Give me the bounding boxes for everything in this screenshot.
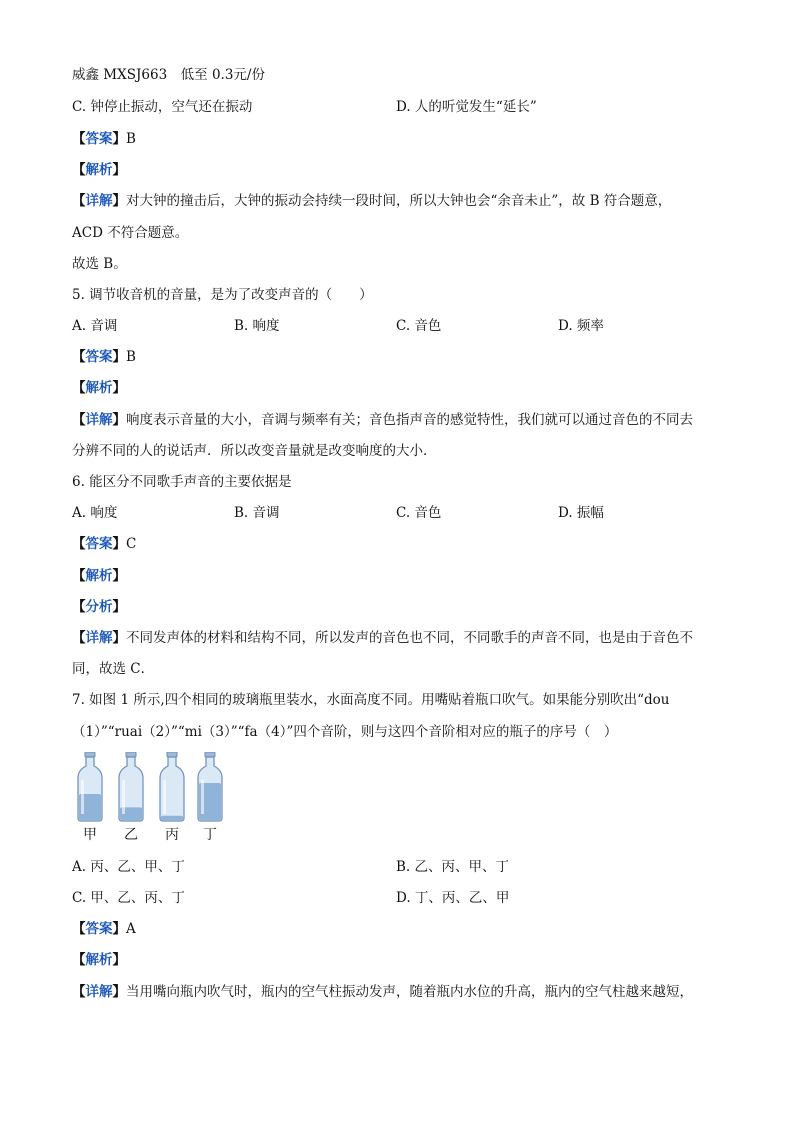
bottle-label-jia: 甲 <box>83 827 97 843</box>
bottle-3 <box>158 752 186 822</box>
bottle-label-bing: 丙 <box>165 827 179 843</box>
q5-option-b: B. 响度 <box>234 318 280 334</box>
q6-detail: 【详解】不同发声体的材料和结构不同，所以发声的音色也不同，不同歌手的声音不同，也是由于音色不 <box>72 630 693 646</box>
analysis-label: 解析 <box>85 162 113 178</box>
q4-detail-cont: ACD 不符合题意。 <box>72 225 189 241</box>
bottle-figure <box>72 752 232 842</box>
bottle-label-ding: 丁 <box>203 827 217 843</box>
q5-option-a: A. 音调 <box>72 318 118 334</box>
q6-analysis: 【解析】 <box>72 568 126 584</box>
q4-answer: 【答案】B <box>72 131 136 147</box>
detail-label: 详解 <box>85 193 113 209</box>
analysis-label: 解析 <box>85 380 113 396</box>
q5-option-d: D. 频率 <box>558 318 604 334</box>
answer-value: A <box>126 921 136 937</box>
answer-label: 答案 <box>85 131 113 147</box>
q6-option-a: A. 响度 <box>72 505 118 521</box>
detail-label: 详解 <box>85 630 113 646</box>
bottle-4 <box>196 752 224 822</box>
detail-text: 响度表示音量的大小，音调与频率有关；音色指声音的感觉特性，我们就可以通过音色的不同去 <box>126 412 693 428</box>
answer-label: 答案 <box>85 536 113 552</box>
q4-analysis: 【解析】 <box>72 162 126 178</box>
detail-text: 对大钟的撞击后，大钟的振动会持续一段时间，所以大钟也会“余音未止”，故 B 符合题意， <box>126 193 672 209</box>
header-text: 威鑫 MXSJ663 低至 0.3元/份 <box>72 67 265 83</box>
q6-option-b: B. 音调 <box>234 505 280 521</box>
fenxi-label: 分析 <box>85 599 113 615</box>
answer-label: 答案 <box>85 349 113 365</box>
q4-option-d: D. 人的听觉发生“延长” <box>396 99 537 115</box>
q7-option-c: C. 甲、乙、丙、丁 <box>72 890 185 906</box>
answer-value: B <box>126 349 136 365</box>
analysis-label: 解析 <box>85 568 113 584</box>
detail-text: 不同发声体的材料和结构不同，所以发声的音色也不同，不同歌手的声音不同，也是由于音色不 <box>126 630 693 646</box>
q7-option-a: A. 丙、乙、甲、丁 <box>72 859 185 875</box>
bottle-2 <box>117 752 145 822</box>
analysis-label: 解析 <box>85 952 113 968</box>
q7-option-b: B. 乙、丙、甲、丁 <box>396 859 510 875</box>
q6-detail-cont: 同，故选 C． <box>72 661 155 677</box>
bottle-label-yi: 乙 <box>124 827 138 843</box>
q7-stem: 7. 如图 1 所示,四个相同的玻璃瓶里装水，水面高度不同。用嘴贴着瓶口吹气。如果能分别吹出“dou <box>72 692 670 708</box>
q7-stem-cont: （1）”“ruai（2）”“mi（3）”“fa（4）”四个音阶，则与这四个音阶相对应的瓶子的序号（ ） <box>72 724 618 740</box>
q5-detail-cont: 分辨不同的人的说话声．所以改变音量就是改变响度的大小． <box>72 443 437 459</box>
bottle-1 <box>76 752 104 822</box>
q4-option-c: C. 钟停止振动，空气还在振动 <box>72 99 253 115</box>
answer-value: B <box>126 131 136 147</box>
q5-option-c: C. 音色 <box>396 318 442 334</box>
detail-label: 详解 <box>85 984 113 1000</box>
q6-option-c: C. 音色 <box>396 505 442 521</box>
detail-label: 详解 <box>85 412 113 428</box>
q7-analysis: 【解析】 <box>72 952 126 968</box>
answer-label: 答案 <box>85 921 113 937</box>
q5-analysis: 【解析】 <box>72 380 126 396</box>
q7-option-d: D. 丁、丙、乙、甲 <box>396 890 510 906</box>
q5-answer: 【答案】B <box>72 349 136 365</box>
q5-stem: 5. 调节收音机的音量，是为了改变声音的（ ） <box>72 287 373 303</box>
q6-option-d: D. 振幅 <box>558 505 604 521</box>
q6-answer: 【答案】C <box>72 536 137 552</box>
q4-detail: 【详解】对大钟的撞击后，大钟的振动会持续一段时间，所以大钟也会“余音未止”，故 B 符合题意， <box>72 193 672 209</box>
q7-answer: 【答案】A <box>72 921 136 937</box>
q4-conclusion: 故选 B。 <box>72 256 127 272</box>
q6-stem: 6. 能区分不同歌手声音的主要依据是 <box>72 474 292 490</box>
answer-value: C <box>126 536 137 552</box>
q7-detail: 【详解】当用嘴向瓶内吹气时，瓶内的空气柱振动发声，随着瓶内水位的升高，瓶内的空气柱越来越短， <box>72 984 693 1000</box>
q6-fenxi: 【分析】 <box>72 599 126 615</box>
q5-detail: 【详解】响度表示音量的大小，音调与频率有关；音色指声音的感觉特性，我们就可以通过音色的不同去 <box>72 412 693 428</box>
detail-text: 当用嘴向瓶内吹气时，瓶内的空气柱振动发声，随着瓶内水位的升高，瓶内的空气柱越来越短， <box>126 984 693 1000</box>
